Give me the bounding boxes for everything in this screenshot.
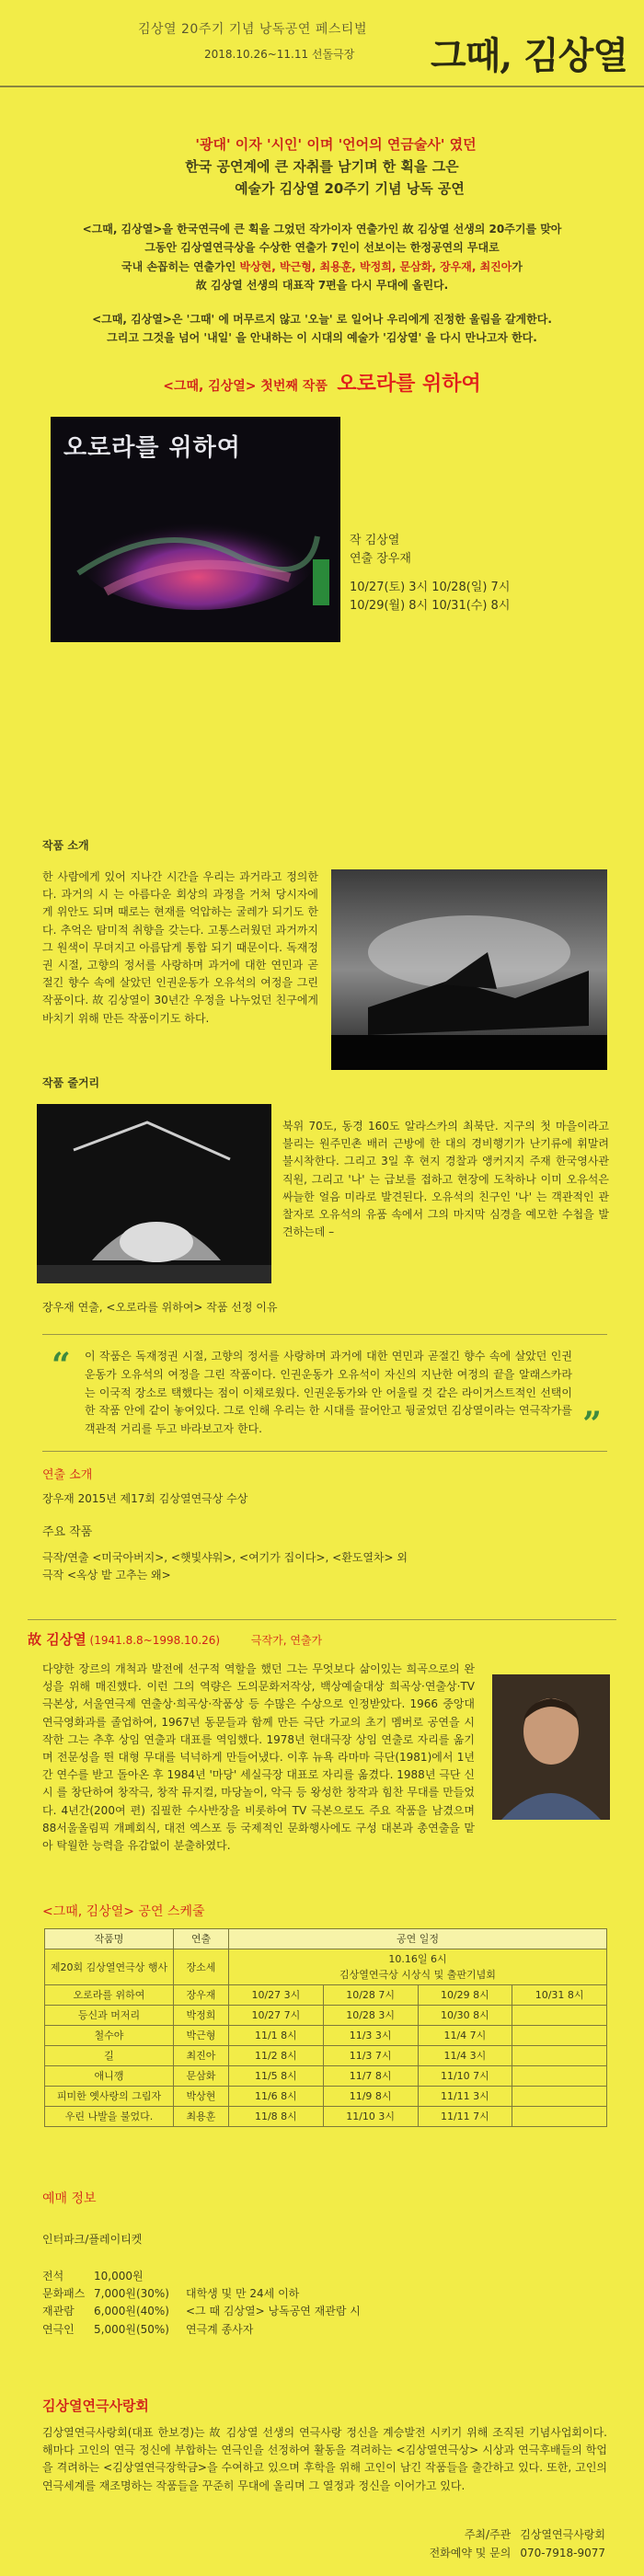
ticket-row: [42, 2321, 361, 2339]
ticket-price: 10,000원: [94, 2270, 144, 2283]
headline-line-3: 예술가 김상열 20주기 기념 낭독 공연: [235, 180, 465, 197]
work-info: [350, 532, 510, 615]
portrait-art: [492, 1674, 610, 1820]
event-info-line-1: 10.16일 6시: [388, 1953, 447, 1966]
header: [0, 0, 644, 87]
work-banner: [0, 369, 644, 400]
event-info: [229, 1949, 607, 1985]
headline-line-2: 한국 공연계에 큰 자취를 남기며 한 획을 그은: [185, 158, 459, 175]
schedule-row: [45, 2006, 607, 2026]
intro-headline: [0, 133, 644, 200]
footer-contact: [430, 2544, 605, 2562]
work-schedule-line-2: 10/29(월) 8시 10/31(수) 8시: [350, 598, 511, 613]
intro-paragraph-2: [0, 310, 644, 348]
work-schedule-line-1: 10/27(토) 3시 10/28(일) 7시: [350, 581, 511, 595]
para1-line-3: [0, 258, 644, 276]
festival-dates: 2018.10.26~11.11 선돌극장: [204, 48, 355, 61]
footer-host-value: 김상열연극사랑회: [520, 2528, 605, 2541]
col-work: 작품명: [45, 1929, 174, 1949]
schedule-cell-d2: 11/3 7시: [323, 2046, 418, 2066]
society-title: 김상열연극사랑회: [42, 2398, 149, 2414]
footer-host-label: 주최/주관: [464, 2528, 512, 2541]
schedule-cell-director: 최용훈: [174, 2107, 229, 2127]
ticket-price: 7,000원(30%): [94, 2287, 169, 2301]
ticket-price: 6,000원(40%): [94, 2305, 169, 2318]
selection-title: 장우재 연출, <오로라를 위하여> 작품 선정 이유: [42, 1301, 278, 1314]
para1-line-1: <그때, 김상열>을 한국연극에 큰 획을 그었던 작가이자 연출가인 故 김상열 선생의 20주기를 맞아: [82, 223, 562, 236]
ticket-row: [42, 2303, 361, 2320]
schedule-event-row: [45, 1949, 607, 1985]
plot-section-text: 북위 70도, 동경 160도 알라스카의 최북단. 지구의 첫 마을이라고 불리는 원주민촌 배러 근방에 한 대의 경비행기가 난기류에 휘말려 불시착한다. 그리고 3일 후 현지 경찰과 앵커지지 주재 한국영사관 직원, 그리고 '나' 는 급보를 접하고 현장에 도착하나 이미 오유석은 싸늘한 얼음 미라로 발견된다. 오유석의 친구인 '나' 는 객관적인 관찰자로 오유석의 유품 속에서 그의 마지막 심경을 예모한 수첩을 발견하는데 –: [282, 1120, 609, 1239]
ticket-note: 대학생 및 만 24세 이하: [186, 2287, 300, 2301]
schedule-cell-work: 철수야: [45, 2026, 174, 2046]
schedule-header-row: [45, 1929, 607, 1949]
schedule-cell-work: 피미한 옛사랑의 그림자: [45, 2087, 174, 2107]
para1-line-4: 故 김상열 선생의 대표작 7편을 다시 무대에 올린다.: [195, 279, 449, 293]
ticket-note: <그 때 김상열> 낭독공연 재관람 시: [186, 2305, 361, 2318]
schedule-cell-d3: 11/4 7시: [418, 2026, 512, 2046]
quote-close-mark: ”: [582, 1405, 602, 1444]
selection-quote: 이 작품은 독재정권 시절, 고향의 정서를 사랑하며 과거에 대한 연민과 곧절긴 향수 속에 살았던 인권운동가 오유석의 여정을 그린 작품이다. 인권운동가 오유석이 자신의 지난한 여정의 끝을 알래스카라는 이국적 장소로 택했다는 점이 이채로웠다. 인권운동가와 안 어울릴 것 같은 라이거스트적인 선택이 한 작품 안에 같이 놓여있다. 그로 인해 우리는 한 시대를 끌어안고 뒹굴었던 김상열이라는 연극작가를 객관적 거리를 두고 바라보고자 한다.: [85, 1350, 572, 1436]
ticket-category: 문화패스: [42, 2287, 86, 2301]
work-schedule: [350, 579, 510, 615]
ticket-category: 재관람: [42, 2305, 75, 2318]
para1-line-3-prefix: 국내 손꼽히는 연출가인: [121, 259, 240, 273]
schedule-body: [45, 1985, 607, 2127]
intro-section-text: 한 사람에게 있어 지나간 시간을 우리는 과거라고 정의한다. 과거의 시 는 아름다운 회상의 과정을 거쳐 당시자에게 위안도 되며 때로는 현재를 억압하는 굴레가 되기도 한다. 추억은 탐미적 취향을 갖는다. 고통스러웠던 과거까지 그 원색이 무뎌지고 아름답게 통합 되기 때문이다. 독재정권 시절, 고향의 정서를 사랑하며 과거에 대한 연민과 곧절긴 향수 속에 살았던 인권운동가 오유석의 여정을 그린 작품이다. 故 김상열이 30년간 우정을 나누었던 친구에게 바치기 위해 만든 작품이기도 하다.: [42, 870, 318, 1025]
footer-contact-label: 전화예약 및 문의: [429, 2547, 512, 2560]
schedule-cell-d2: 11/10 3시: [323, 2107, 418, 2127]
para2-line-1: <그때, 김상열>은 '그때' 에 머무르지 않고 '오늘' 로 일어나 우리에게 진정한 울림을 갈게한다.: [92, 312, 552, 326]
schedule-cell-d4: [512, 2087, 607, 2107]
schedule-row: [45, 2107, 607, 2127]
festival-logo: 그때, 김상열: [430, 34, 627, 77]
stage-photo-2-art: [37, 1104, 271, 1283]
ticket-category: 연극인: [42, 2322, 75, 2336]
banner-small: <그때, 김상열> 첫번째 작품: [163, 379, 328, 395]
bio-dates: (1941.8.8~1998.10.26): [89, 1634, 221, 1647]
bio-header: [28, 1619, 616, 1650]
schedule-table: [44, 1928, 607, 2127]
stage-photo-1-art: [331, 869, 607, 1070]
schedule-row: [45, 1985, 607, 2006]
schedule-cell-director: 장우재: [174, 1985, 229, 2006]
work-poster: [51, 417, 340, 642]
schedule-row: [45, 2046, 607, 2066]
schedule-cell-d4: [512, 2066, 607, 2087]
schedule-cell-d3: 10/29 8시: [418, 1985, 512, 2006]
works-line-2: 극작 <옥상 밭 고추는 왜>: [42, 1569, 171, 1582]
schedule-cell-director: 박상현: [174, 2087, 229, 2107]
stage-photo-1: [331, 869, 607, 1070]
ticket-title: 예매 정보: [42, 2191, 97, 2206]
plot-section-label: 작품 줄거리: [42, 1076, 100, 1089]
schedule-cell-director: 문삼화: [174, 2066, 229, 2087]
director-award: 장우재 2015년 제17회 김상열연극상 수상: [42, 1492, 248, 1505]
schedule-cell-work: 길: [45, 2046, 174, 2066]
director-works: [42, 1549, 408, 1584]
selection-quote-box: [42, 1334, 607, 1452]
footer: [430, 2525, 605, 2563]
schedule-cell-d4: [512, 2026, 607, 2046]
schedule-row: [45, 2087, 607, 2107]
schedule-cell-d3: 10/30 8시: [418, 2006, 512, 2026]
schedule-cell-director: 최진아: [174, 2046, 229, 2066]
bio-text: 다양한 장르의 개척과 발전에 선구적 역할을 했던 그는 무엇보다 삶이있는 희곡으로의 완성을 위해 매진했다. 이런 그의 역량은 도의문화저작상, 백상예술대상 희곡상·연출상·TV 극본상, 서울연극제 연출상·희곡상·작품상 등 수많은 수상으로 인정받았다. 1966 중앙대 연극영화과를 졸업하여, 1967년 동문들과 함께 만든 극단 가교의 초기 멤버로 공연을 시작한 그는 추후 상임 연출과 대표를 역임했다. 1978년 현대극장 상임 연출로 자리를 옮기며 전문성을 띈 대형 무대를 넉넉하게 만들어냈다. 이후 뉴욕 라마마 극단(1981)에서 1년간 연수를 받고 돌아온 후 1984년 '마당' 세실극장 대표로 자리를 옮겼다. 1988년 극단 신시 를 창단하여 창작극, 창작 뮤지컬, 마당놀이, 악극 등 왕성한 창작과 힘찬 무대를 만들었다. 4년간(200여 편) 집필한 수사반장을 비롯하여 TV 극본으로도 주요 작품을 남겼으며 88서울올림픽 개폐회식, 대전 엑스포 등 국제적인 문화행사에도 구성 대본과 총연출을 맡아 탁월한 능력을 유감없이 분출하였다.: [42, 1662, 475, 1852]
schedule-cell-d1: 10/27 7시: [229, 2006, 324, 2026]
schedule-cell-d3: 11/10 7시: [418, 2066, 512, 2087]
schedule-cell-d4: [512, 2046, 607, 2066]
ticket-price: 5,000원(50%): [94, 2322, 169, 2336]
bio-name: 故 김상열: [28, 1631, 86, 1648]
col-dates: 공연 일정: [229, 1929, 607, 1949]
intro-paragraph-1: [0, 220, 644, 295]
para1-directors: 박상현, 박근형, 최용훈, 박정희, 문삼화, 장우재, 최진아: [239, 259, 512, 273]
schedule-cell-d1: 11/1 8시: [229, 2026, 324, 2046]
bio-role: 극작가, 연출가: [250, 1634, 323, 1647]
schedule-cell-work: 등신과 머저리: [45, 2006, 174, 2026]
schedule-cell-d2: 11/3 3시: [323, 2026, 418, 2046]
para1-line-2: 그동안 김상열연극상을 수상한 연출가 7인이 선보이는 한정공연의 무대로: [144, 241, 500, 255]
schedule-cell-d3: 11/4 3시: [418, 2046, 512, 2066]
footer-phone: 070-7918-9077: [520, 2547, 605, 2560]
schedule-cell-work: 오로라를 위하여: [45, 1985, 174, 2006]
schedule-cell-d4: 10/31 8시: [512, 1985, 607, 2006]
ticket-row: [42, 2285, 361, 2303]
quote-open-mark: “: [52, 1346, 71, 1385]
festival-title: 김상열 20주기 기념 낭독공연 페스티벌: [138, 22, 367, 37]
director-title: 연출 소개: [42, 1468, 93, 1482]
schedule-cell-d2: 11/7 8시: [323, 2066, 418, 2087]
schedule-cell-work: 애니깽: [45, 2066, 174, 2087]
schedule-cell-d2: 10/28 3시: [323, 2006, 418, 2026]
poster-title: 오로라를 위하여: [63, 434, 241, 463]
headline-line-1: '광대' 이자 '시인' 이며 '언어의 연금술사' 였던: [195, 136, 477, 153]
ticket-list: [42, 2268, 361, 2339]
schedule-cell-d4: [512, 2107, 607, 2127]
portrait-photo: [492, 1674, 610, 1820]
schedule-cell-d1: 11/5 8시: [229, 2066, 324, 2087]
schedule-row: [45, 2066, 607, 2087]
stage-photo-2: [37, 1104, 271, 1283]
schedule-cell-d1: 11/8 8시: [229, 2107, 324, 2127]
schedule-cell-d2: 10/28 7시: [323, 1985, 418, 2006]
schedule-cell-d4: [512, 2006, 607, 2026]
ticket-vendor: 인터파크/플레이티켓: [42, 2233, 143, 2246]
event-place: 장소세: [174, 1949, 229, 1985]
schedule-cell-d1: 11/6 8시: [229, 2087, 324, 2107]
para2-line-2: 그리고 그것을 넘어 '내일' 을 안내하는 이 시대의 예술가 '김상열' 을 다시 만나고자 한다.: [107, 330, 537, 344]
schedule-row: [45, 2026, 607, 2046]
banner-title: 오로라를 위하여: [337, 373, 481, 397]
schedule-cell-d1: 10/27 3시: [229, 1985, 324, 2006]
schedule-cell-d3: 11/11 7시: [418, 2107, 512, 2127]
schedule-cell-director: 박근형: [174, 2026, 229, 2046]
event-label: 제20회 김상열연극상 행사: [45, 1949, 174, 1985]
event-info-line-2: 김상열연극상 시상식 및 출판기념회: [339, 1969, 496, 1982]
schedule-cell-d1: 11/2 8시: [229, 2046, 324, 2066]
director-works-title: 주요 작품: [42, 1525, 93, 1539]
schedule-cell-d3: 11/11 3시: [418, 2087, 512, 2107]
works-line-1: 극작/연출 <미국아버지>, <햇빛샤워>, <여기가 집이다>, <환도열차> 외: [42, 1551, 408, 1564]
schedule-cell-work: 우린 나발을 불었다.: [45, 2107, 174, 2127]
footer-host: [430, 2525, 605, 2544]
ticket-note: 연극계 종사자: [186, 2322, 254, 2336]
schedule-cell-director: 박정희: [174, 2006, 229, 2026]
work-row: [0, 417, 644, 647]
work-director: 연출 장우재: [350, 551, 411, 566]
col-director: 연출: [174, 1929, 229, 1949]
schedule-cell-d2: 11/9 8시: [323, 2087, 418, 2107]
society-text: 김상열연극사랑회(대표 한보경)는 故 김상열 선생의 연극사랑 정신을 계승발전 시키기 위해 조직된 기념사업회이다. 해마다 고인의 연극 정신에 부합하는 연극인을 선정하여 활동을 격려하는 <김상열연극상> 시상과 연극후배들의 학업을 격려하는 <김상열연극장학금>을 수여하고 있으며 후학을 위해 고인이 남긴 작품들을 출간하고 있다. 또한, 고인의 연극세계를 재조명하는 작품들을 꾸준히 무대에 올리며 그 열정과 정신을 이어가고 있다.: [42, 2426, 607, 2492]
intro-section-label: 작품 소개: [42, 839, 89, 852]
para1-line-3-suffix: 가: [512, 259, 523, 273]
work-writer: 작 김상열: [350, 534, 400, 548]
schedule-title: <그때, 김상열> 공연 스케줄: [42, 1904, 205, 1919]
ticket-category: 전석: [42, 2270, 64, 2283]
ticket-row: [42, 2268, 361, 2285]
